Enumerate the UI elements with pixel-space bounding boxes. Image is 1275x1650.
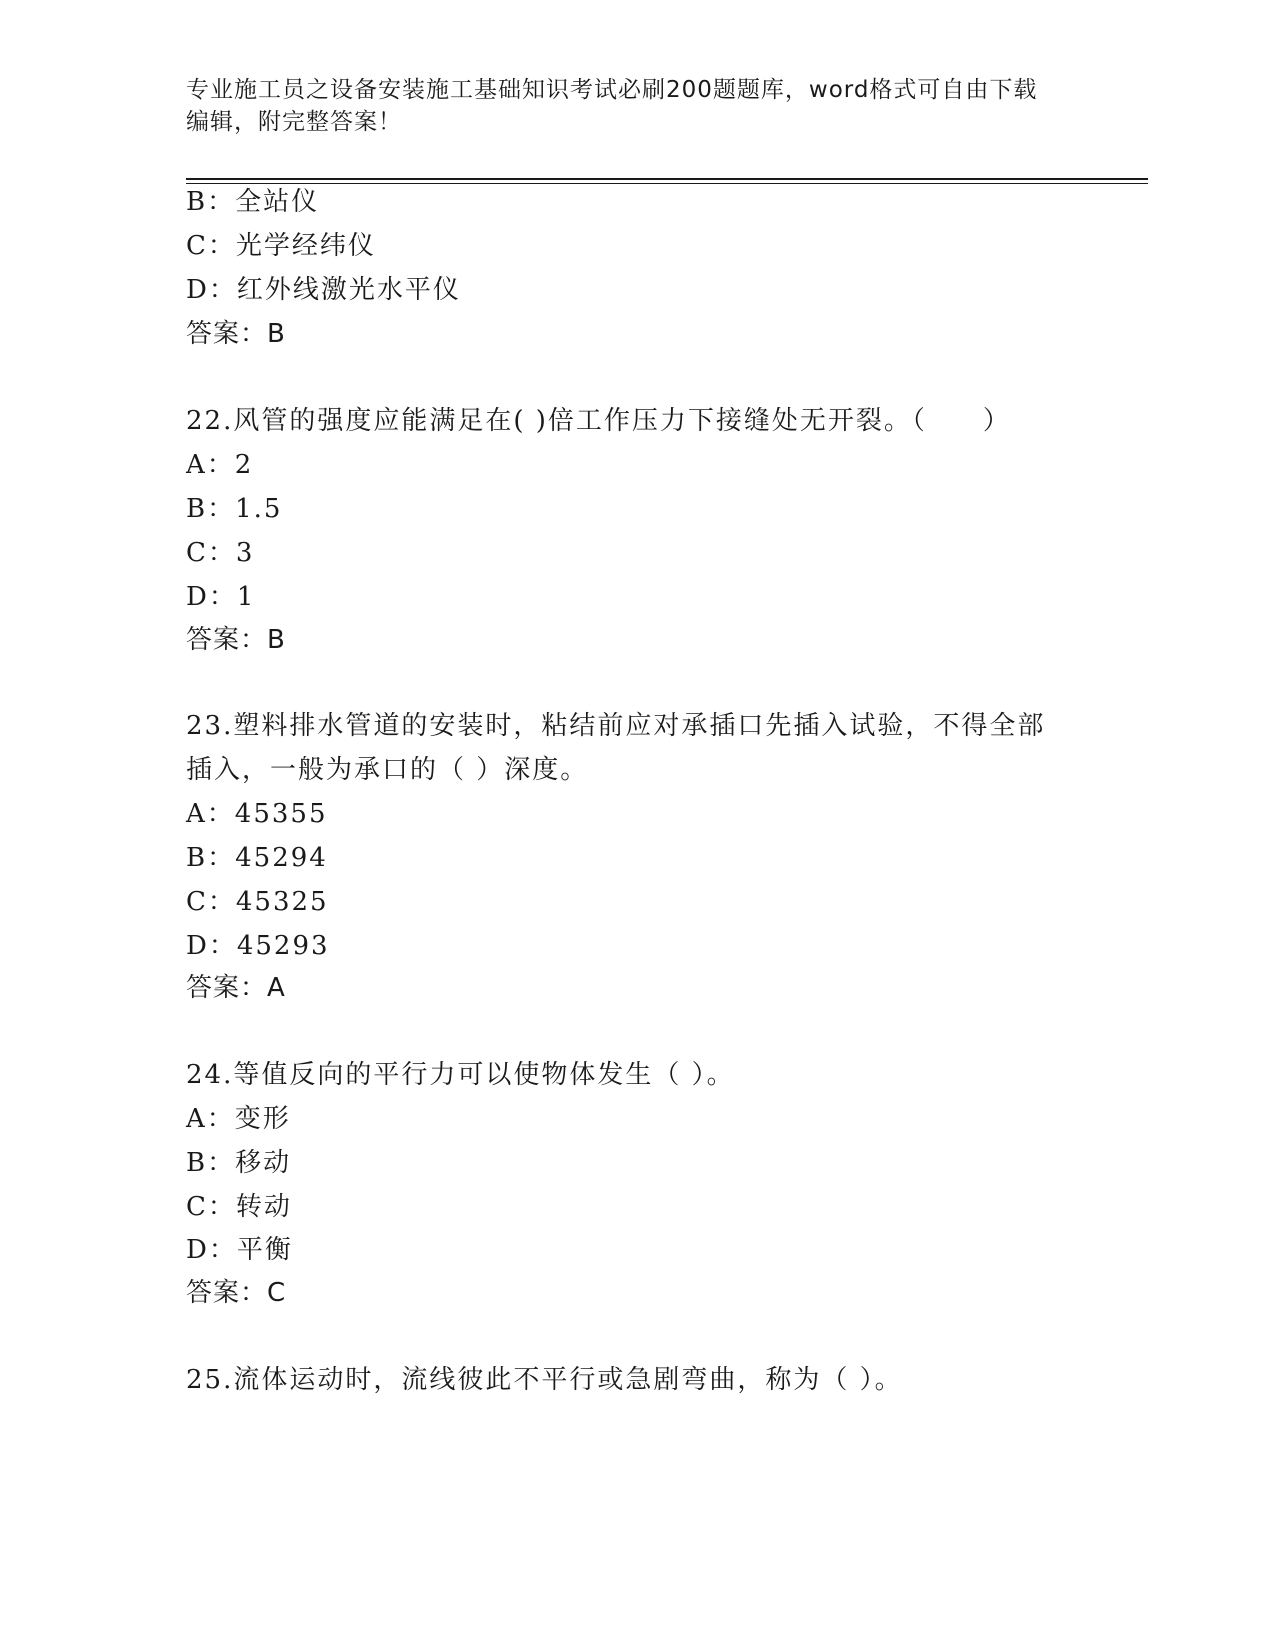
question-23-text-line-1: 23.塑料排水管道的安装时，粘结前应对承插口先插入试验，不得全部 [186,711,1046,741]
question-24-option-a: A：变形 [186,1104,291,1134]
question-23-option-c: C：45325 [186,887,329,917]
question-23-answer: 答案：A [186,973,286,1003]
question-22-text: 22.风管的强度应能满足在( )倍工作压力下接缝处无开裂。（ ） [186,406,1011,436]
question-23-option-d: D：45293 [186,931,330,961]
header-divider-thick [186,178,1148,180]
question-24-answer: 答案：C [186,1278,287,1308]
question-23-option-b: B：45294 [186,843,328,873]
question-24-option-c: C：转动 [186,1192,292,1222]
prev-answer: 答案：B [186,319,286,349]
header-divider-thin [186,183,1148,184]
question-24-option-d: D：平衡 [186,1235,293,1265]
prev-option-c: C：光学经纬仪 [186,231,376,261]
header-line-2: 编辑，附完整答案！ [186,109,402,135]
question-22-answer: 答案：B [186,625,286,655]
document-header [186,74,1086,138]
question-22-option-a: A：2 [186,450,254,480]
question-24-text: 24.等值反向的平行力可以使物体发生（ ）。 [186,1060,735,1090]
question-22-option-d: D：1 [186,582,256,612]
prev-option-b: B：全站仪 [186,187,320,217]
question-23-option-a: A：45355 [186,799,328,829]
question-25-text: 25.流体运动时，流线彼此不平行或急剧弯曲，称为（ ）。 [186,1365,903,1395]
prev-option-d: D：红外线激光水平仪 [186,275,461,305]
header-line-1: 专业施工员之设备安装施工基础知识考试必刷200题题库，word格式可自由下载 [186,77,1038,103]
question-22-option-b: B：1.5 [186,494,283,524]
question-24-option-b: B：移动 [186,1148,292,1178]
question-22-option-c: C：3 [186,538,255,568]
question-23-text-line-2: 插入，一般为承口的（ ）深度。 [186,755,589,785]
